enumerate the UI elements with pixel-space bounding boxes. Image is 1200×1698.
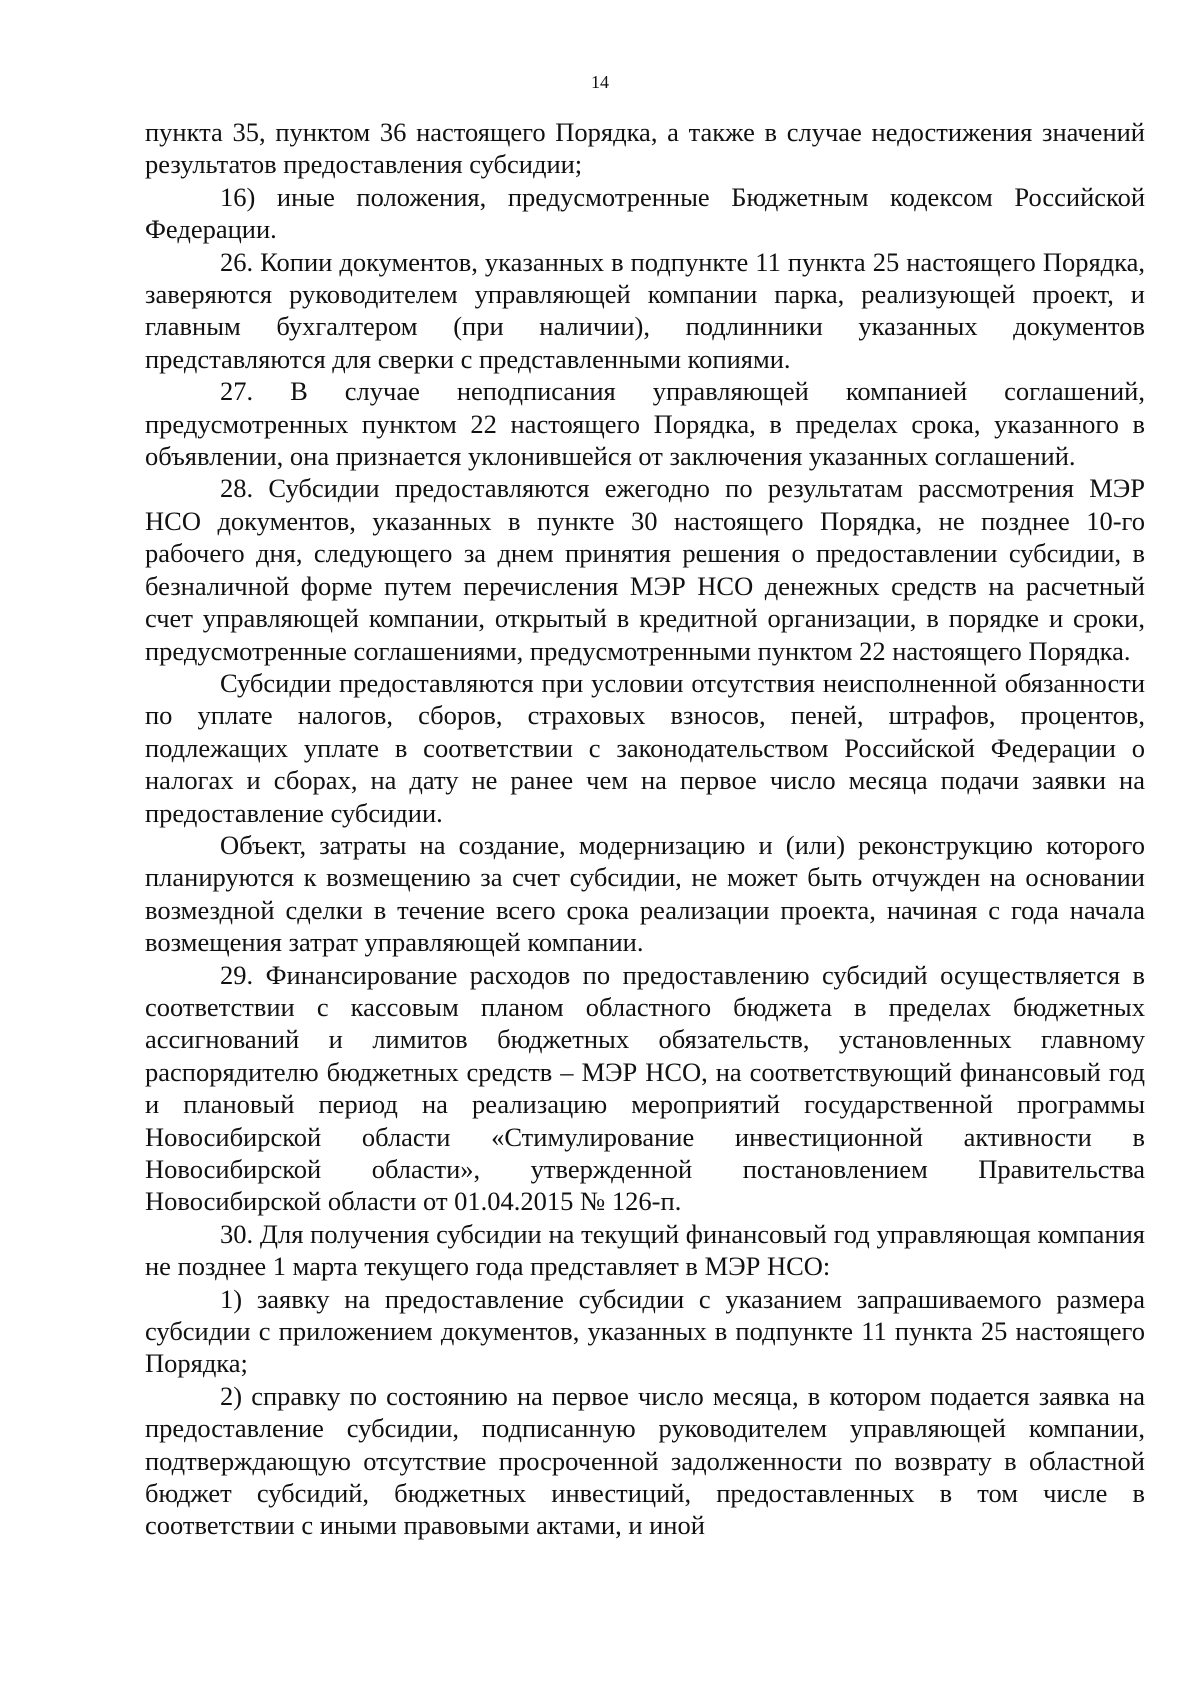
paragraph-continuation: пункта 35, пунктом 36 настоящего Порядка, а также в случае недостижения значений результатов предоставления субсидии;	[145, 117, 1145, 180]
paragraph-clause-28: 28. Субсидии предоставляются ежегодно по результатам рассмотрения МЭР НСО документов, указанных в пункте 30 настоящего Порядка, не позднее 10-го рабочего дня, следующего за днем принятия решения о предоставлении субсидии, в безналичной форме путем перечисления МЭР НСО денежных средств на расчетный счет управляющей компании, открытый в кредитной организации, в порядке и сроки, предусмотренные соглашениями, предусмотренными пунктом 22 настоящего Порядка.	[145, 473, 1145, 666]
paragraph-clause-30: 30. Для получения субсидии на текущий финансовый год управляющая компания не позднее 1 марта текущего года представляет в МЭР НСО:	[145, 1218, 1145, 1282]
paragraph-clause-29: 29. Финансирование расходов по предоставлению субсидий осуществляется в соответствии с кассовым планом областного бюджета в пределах бюджетных ассигнований и лимитов бюджетных обязательств, установленных главному распорядителю бюджетных средств – МЭР НСО, на соответствующий финансовый год и плановый период на реализацию мероприятий государственной программы Новосибирской области «Стимулирование инвестиционной активности в Новосибирской области», утвержденной постановлением Правительства Новосибирской области от 01.04.2015 № 126-п.	[145, 959, 1145, 1217]
paragraph-object-alienation: Объект, затраты на создание, модернизацию и (или) реконструкцию которого планируются к возмещению за счет субсидии, не может быть отчужден на основании возмездной сделки в течение всего срока реализации проекта, начиная с года начала возмещения затрат управляющей компании.	[145, 829, 1145, 958]
paragraph-item-16: 16) иные положения, предусмотренные Бюджетным кодексом Российской Федерации.	[145, 181, 1145, 245]
page-number: 14	[591, 72, 609, 92]
paragraph-item-1: 1) заявку на предоставление субсидии с указанием запрашиваемого размера субсидии с приложением документов, указанных в подпункте 11 пункта 25 настоящего Порядка;	[145, 1283, 1145, 1379]
paragraph-clause-26: 26. Копии документов, указанных в подпункте 11 пункта 25 настоящего Порядка, заверяются руководителем управляющей компании парка, реализующей проект, и главным бухгалтером (при наличии), подлинники указанных документов представляются для сверки с представленными копиями.	[145, 246, 1145, 374]
paragraph-item-2: 2) справку по состоянию на первое число месяца, в котором подается заявка на предоставление субсидии, подписанную руководителем управляющей компании, подтверждающую отсутствие просроченной задолженности по возврату в областной бюджет субсидий, бюджетных инвестиций, предоставленных в том числе в соответствии с иными правовыми актами, и иной	[145, 1380, 1145, 1541]
paragraph-subsidy-conditions: Субсидии предоставляются при условии отсутствия неисполненной обязанности по уплате налогов, сборов, страховых взносов, пеней, штрафов, процентов, подлежащих уплате в соответствии с законодательством Российской Федерации о налогах и сборах, на дату не ранее чем на первое число месяца подачи заявки на предоставление субсидии.	[145, 667, 1145, 828]
paragraph-clause-27: 27. В случае неподписания управляющей компанией соглашений, предусмотренных пунктом 22 настоящего Порядка, в пределах срока, указанного в объявлении, она признается уклонившейся от заключения указанных соглашений.	[145, 376, 1145, 472]
document-body	[145, 116, 1145, 1542]
